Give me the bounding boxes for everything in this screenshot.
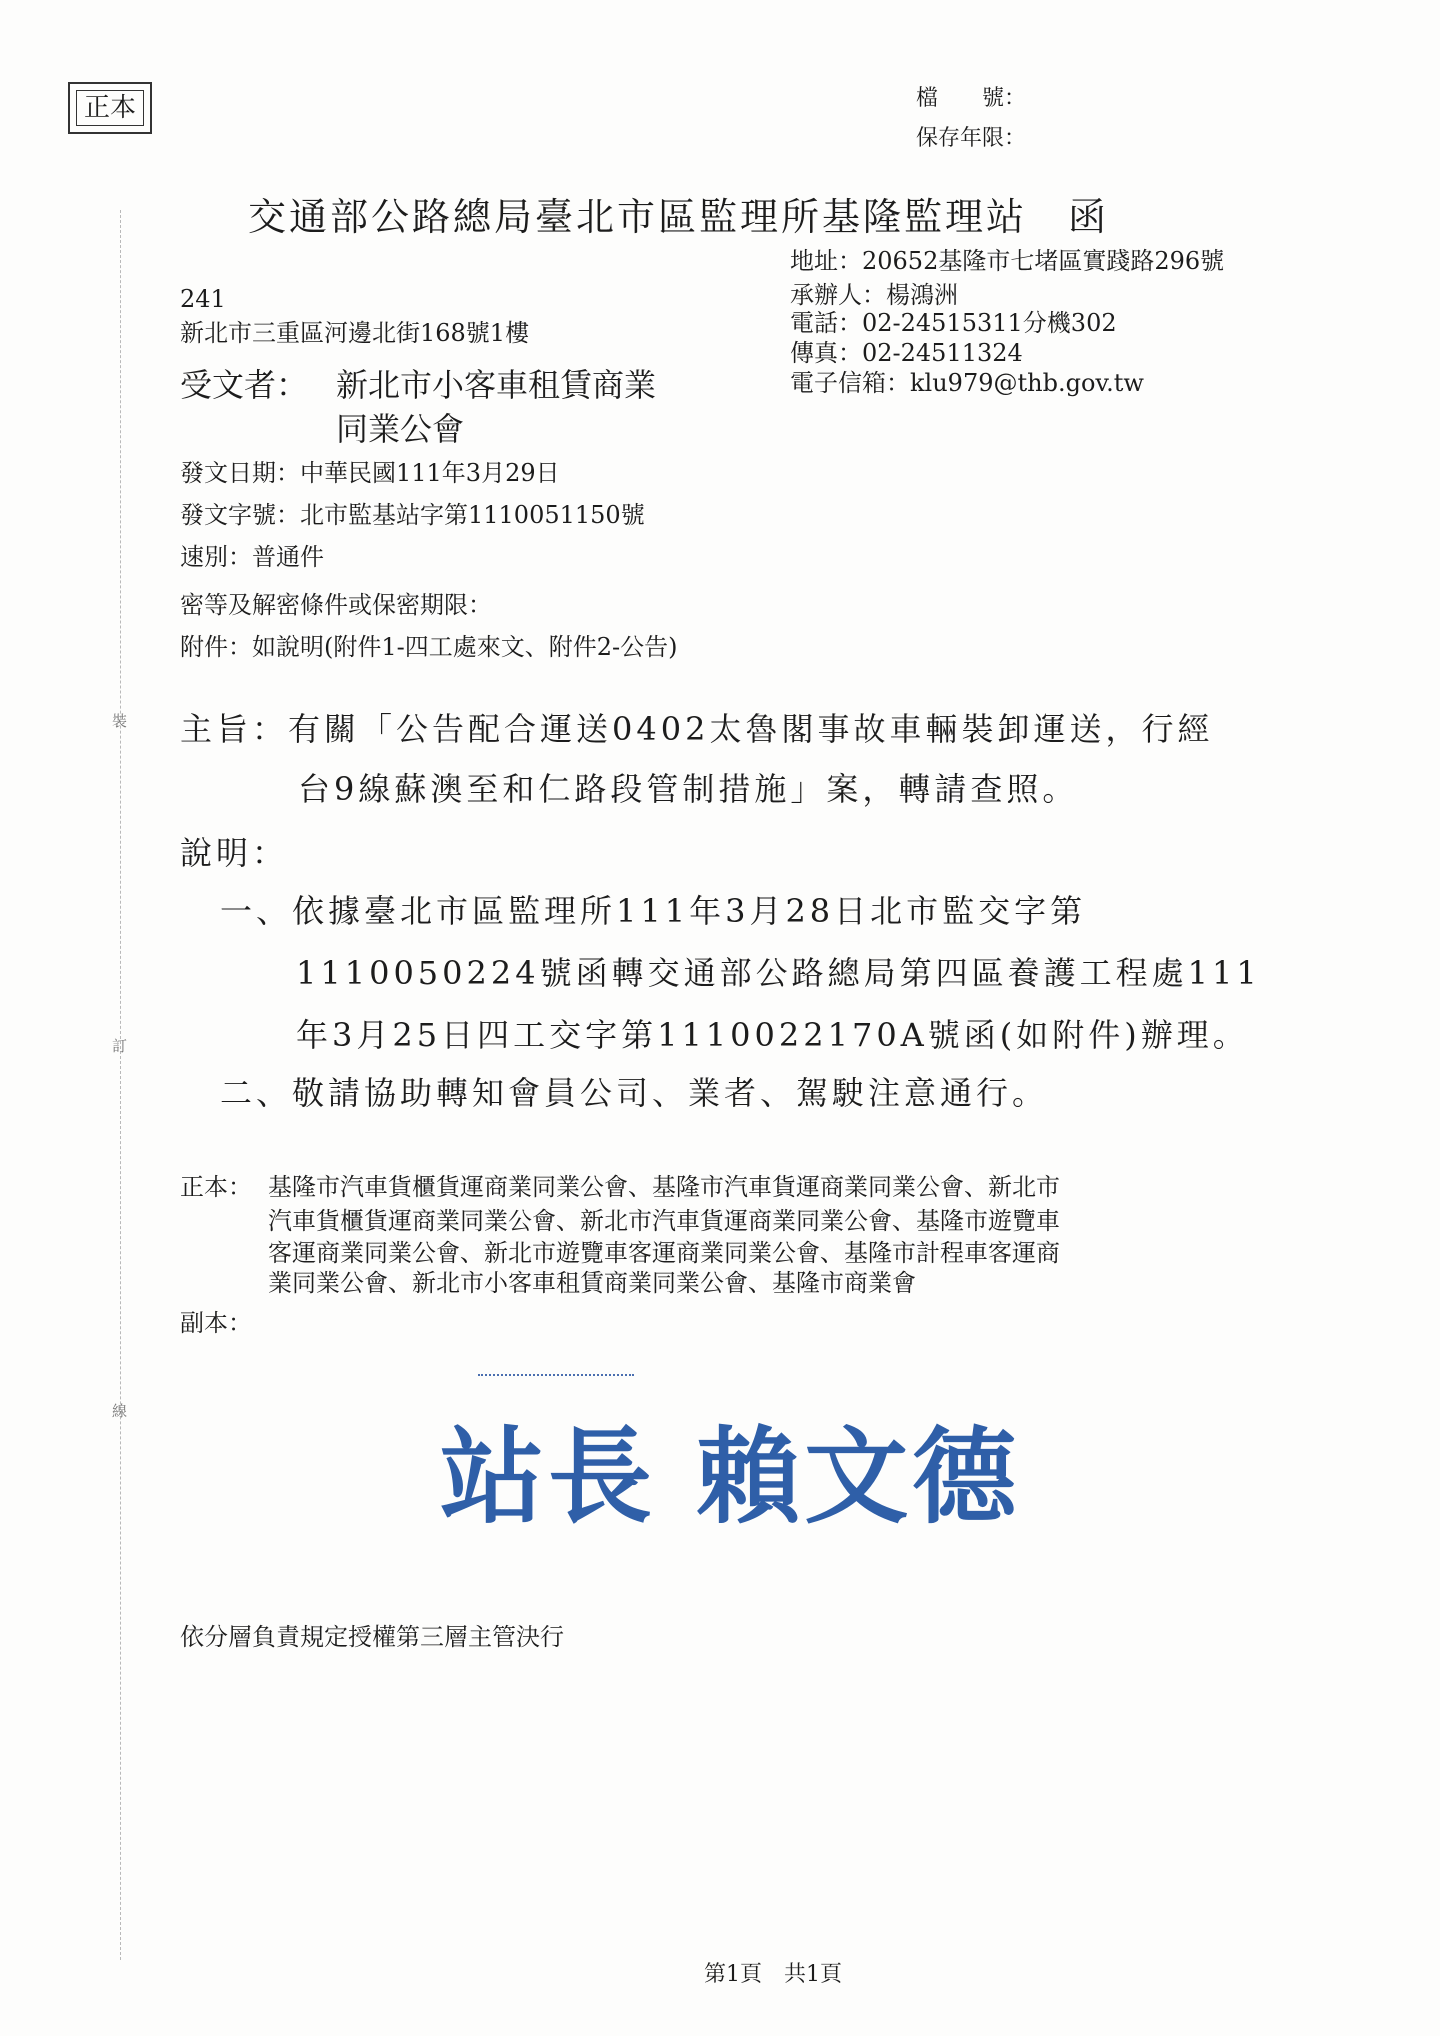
secrecy-level: 密等及解密條件或保密期限： bbox=[180, 591, 492, 619]
document-number: 發文字號：北市監基站字第1110051150號 bbox=[180, 501, 645, 529]
original-copy-stamp bbox=[68, 82, 152, 134]
recipient-name-line1: 新北市小客車租賃商業 bbox=[336, 366, 657, 404]
explanation-label: 說明： bbox=[180, 834, 289, 872]
sender-address: 地址：20652基隆市七堵區實踐路296號 bbox=[790, 247, 1225, 275]
recipient-name-line2: 同業公會 bbox=[336, 410, 465, 448]
delivery-speed: 速別：普通件 bbox=[180, 543, 324, 571]
sender-fax: 傳真：02-24511324 bbox=[790, 339, 1023, 367]
sender-phone: 電話：02-24515311分機302 bbox=[790, 309, 1117, 337]
explanation-item1-line2: 1110050224號函轉交通部公路總局第四區養護工程處111 bbox=[296, 954, 1261, 992]
authorization-note: 依分層負責規定授權第三層主管決行 bbox=[180, 1623, 564, 1651]
original-recipients-line4: 業同業公會、新北市小客車租賃商業同業公會、基隆市商業會 bbox=[268, 1269, 916, 1297]
subject-line2: 台9線蘇澳至和仁路段管制措施」案，轉請查照。 bbox=[298, 770, 1079, 808]
director-signature-seal bbox=[430, 1385, 1050, 1565]
retention-period-label: 保存年限： bbox=[916, 126, 1027, 151]
cc-label: 副本： bbox=[180, 1309, 252, 1337]
binding-mark: 線 bbox=[112, 1402, 128, 1420]
explanation-item1-line3: 年3月25日四工交字第1110022170A號函(如附件)辦理。 bbox=[296, 1016, 1249, 1054]
stamp-label: 正本 bbox=[76, 90, 144, 126]
original-recipients-line2: 汽車貨櫃貨運商業同業公會、新北市汽車貨運商業同業公會、基隆市遊覽車 bbox=[268, 1207, 1060, 1235]
issue-date: 發文日期：中華民國111年3月29日 bbox=[180, 459, 560, 487]
signature-dotted-line bbox=[478, 1374, 634, 1376]
subject-line1: 主旨：有關「公告配合運送0402太魯閣事故車輛裝卸運送，行經 bbox=[180, 710, 1214, 748]
original-recipients-line3: 客運商業同業公會、新北市遊覽車客運商業同業公會、基隆市計程車客運商 bbox=[268, 1239, 1060, 1267]
explanation-item2: 二、敬請協助轉知會員公司、業者、駕駛注意通行。 bbox=[220, 1074, 1049, 1112]
recipient-postal-code: 241 bbox=[180, 285, 226, 313]
page-number: 第1頁 共1頁 bbox=[704, 1962, 842, 1987]
file-number-label: 檔 號： bbox=[916, 86, 1027, 111]
document-title: 交通部公路總局臺北市區監理所基隆監理站 函 bbox=[248, 195, 1110, 239]
recipient-label: 受文者： bbox=[180, 366, 309, 404]
attachments: 附件：如說明(附件1-四工處來文、附件2-公告) bbox=[180, 633, 678, 661]
sender-officer: 承辦人：楊鴻洲 bbox=[790, 281, 958, 309]
sender-email: 電子信箱：klu979@thb.gov.tw bbox=[790, 369, 1144, 397]
original-recipients-line1: 基隆市汽車貨櫃貨運商業同業公會、基隆市汽車貨運商業同業公會、新北市 bbox=[268, 1173, 1060, 1201]
recipient-address: 新北市三重區河邊北街168號1樓 bbox=[180, 319, 530, 347]
signature-text: 站長 賴文德 bbox=[440, 1415, 1021, 1538]
binding-mark: 裝 bbox=[112, 712, 128, 730]
binding-margin-line bbox=[120, 210, 121, 1960]
explanation-item1-line1: 一、依據臺北市區監理所111年3月28日北市監交字第 bbox=[220, 892, 1087, 930]
original-recipients-label: 正本： bbox=[180, 1173, 252, 1201]
binding-mark: 訂 bbox=[112, 1037, 128, 1055]
